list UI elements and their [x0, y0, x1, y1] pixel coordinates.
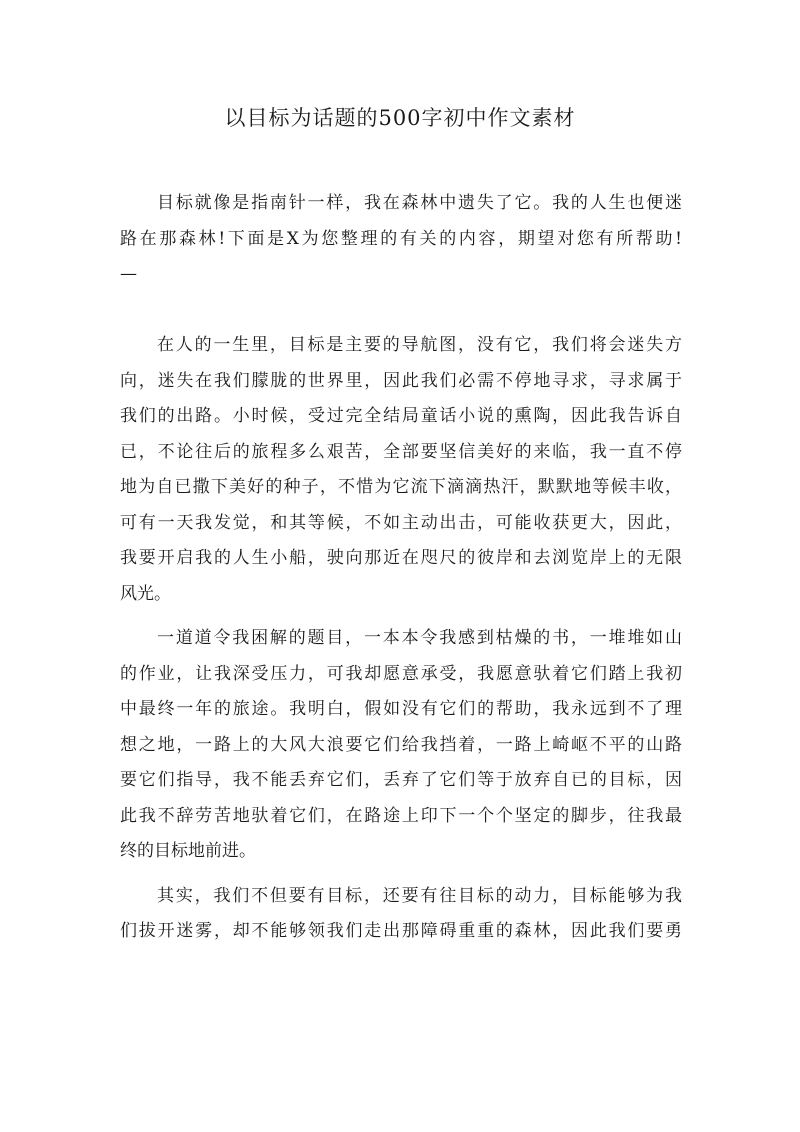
- paragraph-line: 中最终一年的旅途。我明白，假如没有它们的帮助，我永远到不了理: [120, 699, 682, 719]
- paragraph-line: 此我不辞劳苦地驮着它们，在路途上印下一个个坚定的脚步，往我最: [120, 805, 682, 826]
- paragraph-spacer: [120, 293, 682, 329]
- paragraph-line: 我们的出路。小时候，受过完全结局童话小说的熏陶，因此我告诉自: [120, 406, 682, 426]
- paragraph-4: [120, 879, 682, 950]
- document-title: 以目标为话题的500字初中作文素材: [224, 106, 576, 130]
- paragraph-line: 想之地，一路上的大风大浪要它们给我挡着，一路上崎岖不平的山路: [120, 734, 682, 755]
- paragraph-line: 要它们指导，我不能丢弃它们，丢弃了它们等于放弃自已的目标，因: [120, 770, 682, 790]
- paragraph-spacer: [120, 870, 682, 879]
- paragraph-line: 们拔开迷雾，却不能够领我们走出那障碍重重的森林，因此我们要勇: [120, 921, 682, 941]
- paragraph-line: 我要开启我的人生小船，驶向那近在咫尺的彼岸和去浏览岸上的无限: [120, 548, 682, 568]
- document-body: [120, 186, 682, 950]
- paragraph-line: 已，不论往后的旅程多么艰苦，全部要坚信美好的来临，我一直不停: [120, 441, 682, 462]
- paragraph-line: —: [120, 264, 137, 284]
- paragraph-line: 可有一天我发觉，和其等候，不如主动出击，可能收获更大，因此，: [120, 512, 682, 533]
- paragraph-spacer: [120, 612, 682, 621]
- paragraph-line: 终的目标地前进。: [120, 841, 256, 861]
- paragraph-line: 在人的一生里，目标是主要的导航图，没有它，我们将会迷失方: [157, 335, 682, 355]
- paragraph-2: [120, 328, 682, 612]
- paragraph-line: 目标就像是指南针一样，我在森林中遗失了它。我的人生也便迷: [157, 193, 682, 213]
- paragraph-line: 其实，我们不但要有目标，还要有往目标的动力，目标能够为我: [157, 885, 682, 906]
- paragraph-line: 的作业，让我深受压力，可我却愿意承受，我愿意驮着它们踏上我初: [120, 663, 682, 684]
- paragraph-line: 地为自已撒下美好的种子，不惜为它流下滴滴热汗，默默地等候丰收，: [120, 477, 682, 497]
- paragraph-line: 风光。: [120, 583, 171, 604]
- paragraph-line: 向，迷失在我们朦胧的世界里，因此我们必需不停地寻求，寻求属于: [120, 370, 682, 391]
- paragraph-line: 路在那森林!下面是X为您整理的有关的内容，期望对您有所帮助!: [120, 228, 682, 249]
- paragraph-1: [120, 186, 682, 293]
- paragraph-line: 一道道令我困解的题目，一本本令我感到枯燥的书，一堆堆如山: [157, 628, 682, 648]
- paragraph-3: [120, 621, 682, 870]
